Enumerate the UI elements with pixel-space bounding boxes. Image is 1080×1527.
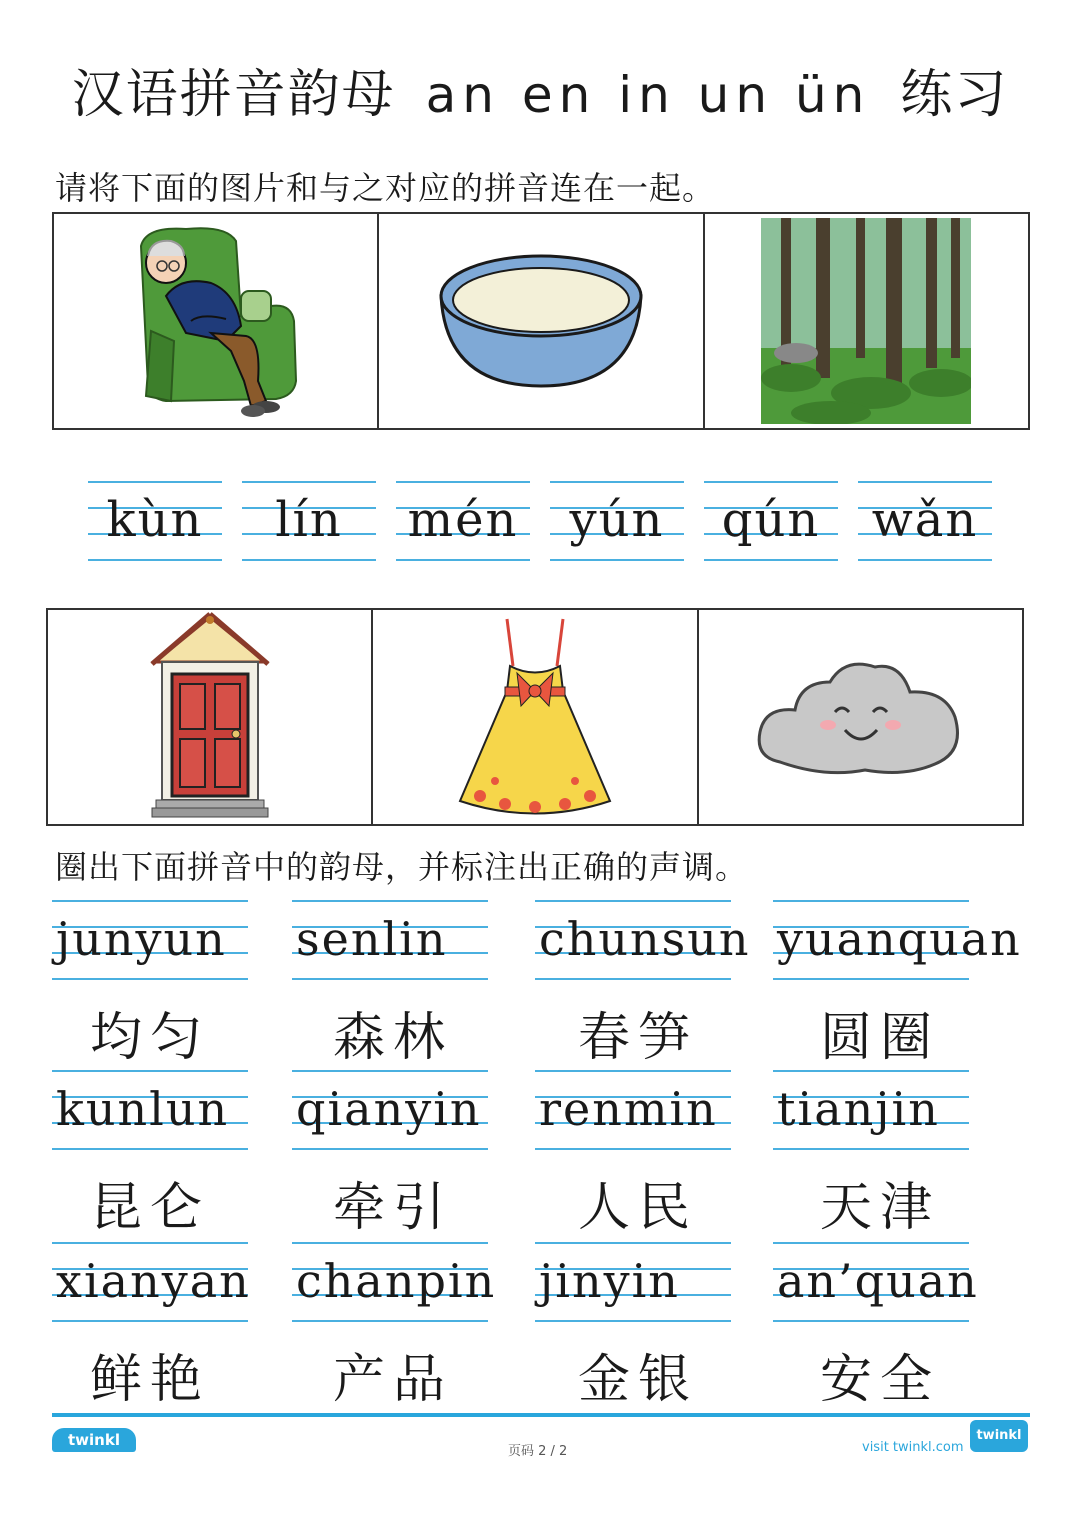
word-hanzi: 鲜艳 bbox=[90, 1350, 211, 1410]
pinyin-option-text: kùn bbox=[106, 492, 204, 548]
cloud-icon bbox=[755, 652, 965, 782]
pinyin-option-text: qún bbox=[721, 492, 821, 548]
grid-line bbox=[242, 481, 376, 483]
title-chinese: 汉语拼音韵母 bbox=[71, 65, 396, 125]
grid-line bbox=[52, 1070, 248, 1072]
grid-line bbox=[858, 559, 992, 561]
grid-line bbox=[535, 1242, 731, 1244]
grid-line bbox=[535, 1320, 731, 1322]
word-hanzi: 金银 bbox=[578, 1350, 699, 1410]
grid-line bbox=[535, 900, 731, 902]
picture-row-2 bbox=[46, 608, 1024, 826]
pinyin-option[interactable] bbox=[550, 481, 684, 559]
grid-line bbox=[704, 559, 838, 561]
page-title bbox=[0, 52, 1080, 127]
word-pinyin: xianyan bbox=[56, 1254, 251, 1308]
logo-left-text: twinkl bbox=[68, 1431, 120, 1449]
word-pinyin: junyun bbox=[56, 912, 227, 966]
word-hanzi: 安全 bbox=[820, 1350, 941, 1410]
word-pinyin-grid[interactable] bbox=[292, 900, 488, 978]
word-hanzi: 森林 bbox=[333, 1008, 454, 1068]
word-pinyin: tianjin bbox=[777, 1082, 940, 1136]
word-pinyin: chunsun bbox=[539, 912, 751, 966]
grid-line bbox=[88, 481, 222, 483]
word-pinyin-grid[interactable] bbox=[535, 900, 751, 978]
word-pinyin-grid[interactable] bbox=[773, 900, 1022, 978]
pinyin-option[interactable] bbox=[704, 481, 838, 559]
word-pinyin: jinyin bbox=[539, 1254, 680, 1308]
forest-icon bbox=[761, 218, 971, 424]
twinkl-logo-right bbox=[970, 1420, 1028, 1452]
word-pinyin: senlin bbox=[296, 912, 448, 966]
word-pinyin-grid[interactable] bbox=[292, 1242, 497, 1320]
grid-line bbox=[773, 1320, 969, 1322]
grid-line bbox=[52, 1320, 248, 1322]
pinyin-option-text: lín bbox=[275, 492, 343, 548]
logo-right-text: twinkl bbox=[976, 1428, 1022, 1443]
instruction-circle-finals: 圈出下面拼音中的韵母，并标注出正确的声调。 bbox=[55, 848, 749, 886]
pinyin-option[interactable] bbox=[242, 481, 376, 559]
site-link[interactable]: visit twinkl.com bbox=[862, 1440, 964, 1455]
grid-line bbox=[396, 559, 530, 561]
title-finals: an en in un ün bbox=[425, 66, 871, 124]
grid-line bbox=[52, 1242, 248, 1244]
pinyin-option[interactable] bbox=[88, 481, 222, 559]
page-number: 页码 2 / 2 bbox=[508, 1444, 568, 1459]
twinkl-logo-left bbox=[52, 1428, 136, 1452]
word-hanzi: 人民 bbox=[578, 1178, 699, 1238]
pinyin-option[interactable] bbox=[396, 481, 530, 559]
picture-cell-forest[interactable] bbox=[705, 214, 1028, 428]
word-hanzi: 圆圈 bbox=[820, 1008, 941, 1068]
grid-line bbox=[704, 481, 838, 483]
grid-line bbox=[52, 900, 248, 902]
word-pinyin: an’quan bbox=[777, 1254, 979, 1308]
picture-row-1 bbox=[52, 212, 1030, 430]
word-hanzi: 春笋 bbox=[578, 1008, 699, 1068]
word-pinyin: kunlun bbox=[56, 1082, 230, 1136]
word-hanzi: 天津 bbox=[820, 1178, 941, 1238]
grid-line bbox=[396, 481, 530, 483]
word-pinyin-grid[interactable] bbox=[52, 1242, 251, 1320]
sleeping-old-man-icon bbox=[126, 221, 306, 421]
word-pinyin-grid[interactable] bbox=[52, 900, 248, 978]
grid-line bbox=[52, 1148, 248, 1150]
grid-line bbox=[535, 1148, 731, 1150]
grid-line bbox=[550, 481, 684, 483]
word-pinyin-grid[interactable] bbox=[773, 1070, 969, 1148]
picture-cell-cloud[interactable] bbox=[699, 610, 1022, 824]
picture-cell-door[interactable] bbox=[48, 610, 373, 824]
picture-cell-bowl[interactable] bbox=[379, 214, 704, 428]
word-pinyin: yuanquan bbox=[777, 912, 1022, 966]
picture-cell-dress[interactable] bbox=[373, 610, 698, 824]
pinyin-option-text: wǎn bbox=[871, 492, 979, 548]
grid-line bbox=[292, 900, 488, 902]
word-pinyin-grid[interactable] bbox=[52, 1070, 248, 1148]
word-pinyin: chanpin bbox=[296, 1254, 497, 1308]
grid-line bbox=[773, 1148, 969, 1150]
footer-divider bbox=[52, 1413, 1030, 1417]
dress-icon bbox=[455, 611, 615, 823]
instruction-match: 请将下面的图片和与之对应的拼音连在一起。 bbox=[55, 169, 716, 207]
grid-line bbox=[773, 1242, 969, 1244]
pinyin-option-text: yún bbox=[569, 492, 665, 548]
grid-line bbox=[292, 1070, 488, 1072]
door-icon bbox=[150, 612, 270, 822]
word-pinyin-grid[interactable] bbox=[773, 1242, 979, 1320]
grid-line bbox=[858, 481, 992, 483]
grid-line bbox=[535, 978, 731, 980]
grid-line bbox=[292, 1148, 488, 1150]
grid-line bbox=[292, 978, 488, 980]
grid-line bbox=[242, 559, 376, 561]
grid-line bbox=[292, 1242, 488, 1244]
grid-line bbox=[773, 900, 969, 902]
word-pinyin-grid[interactable] bbox=[535, 1242, 731, 1320]
word-hanzi: 均匀 bbox=[90, 1008, 211, 1068]
picture-cell-old-man[interactable] bbox=[54, 214, 379, 428]
word-hanzi: 牵引 bbox=[333, 1178, 454, 1238]
grid-line bbox=[773, 1070, 969, 1072]
word-hanzi: 产品 bbox=[333, 1350, 454, 1410]
word-pinyin-grid[interactable] bbox=[292, 1070, 488, 1148]
grid-line bbox=[52, 978, 248, 980]
word-pinyin: qianyin bbox=[296, 1082, 482, 1136]
bowl-icon bbox=[431, 246, 651, 396]
grid-line bbox=[292, 1320, 488, 1322]
title-suffix: 练习 bbox=[900, 65, 1009, 125]
word-pinyin-grid[interactable] bbox=[535, 1070, 731, 1148]
grid-line bbox=[550, 559, 684, 561]
grid-line bbox=[88, 559, 222, 561]
pinyin-option-text: mén bbox=[407, 492, 519, 548]
word-hanzi: 昆仑 bbox=[90, 1178, 211, 1238]
word-pinyin: renmin bbox=[539, 1082, 718, 1136]
grid-line bbox=[535, 1070, 731, 1072]
pinyin-option[interactable] bbox=[858, 481, 992, 559]
grid-line bbox=[773, 978, 969, 980]
